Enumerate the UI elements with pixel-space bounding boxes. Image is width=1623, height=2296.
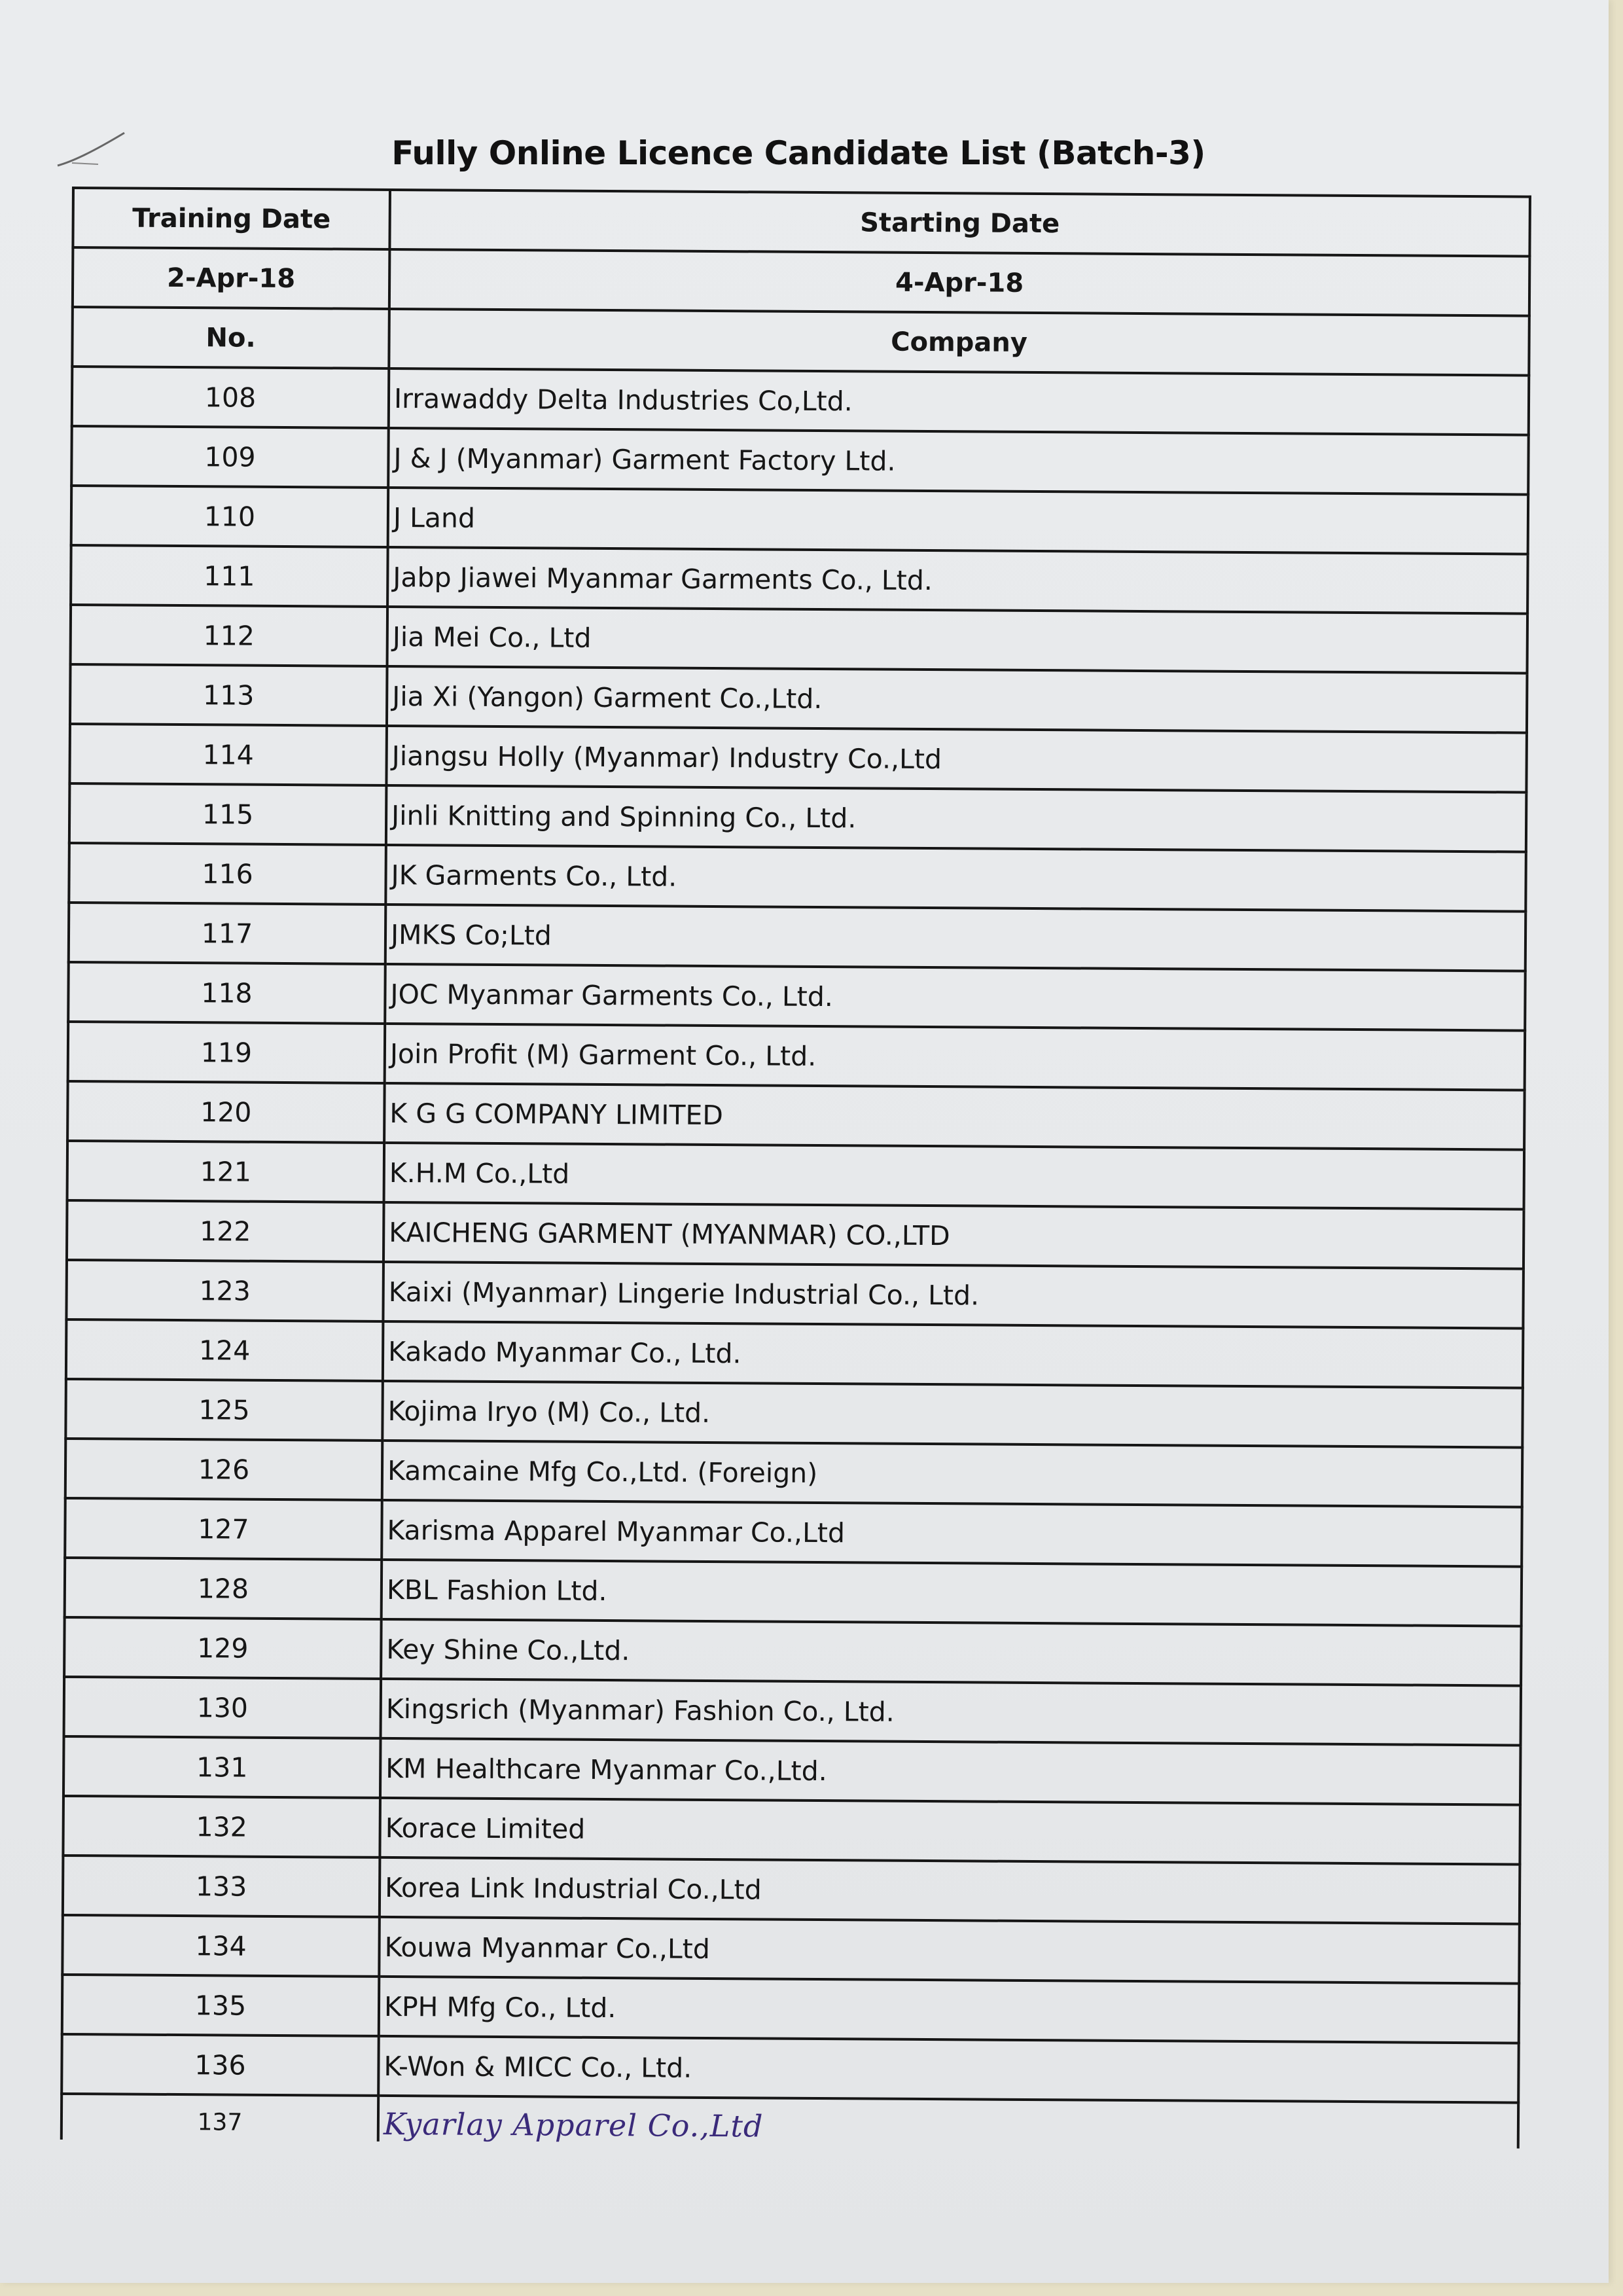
- row-number: 115: [69, 783, 387, 845]
- row-number: 117: [69, 903, 386, 964]
- table-row: [63, 1736, 1521, 1805]
- table-row: [64, 1677, 1522, 1746]
- company-name: Jiangsu Holly (Myanmar) Industry Co.,Ltd: [386, 726, 1527, 793]
- table-row: [69, 903, 1526, 971]
- training-date-label: Training Date: [73, 188, 390, 249]
- table-row: [65, 1439, 1523, 1507]
- row-number: 122: [67, 1200, 384, 1262]
- table-row: [63, 1856, 1520, 1924]
- table-row: [69, 843, 1526, 912]
- company-column-header: Company: [389, 309, 1529, 376]
- table-row: [65, 1498, 1522, 1567]
- company-name: K G G COMPANY LIMITED: [384, 1083, 1525, 1150]
- row-number: 132: [63, 1796, 380, 1857]
- table-row: [69, 724, 1527, 793]
- row-number: 133: [63, 1856, 380, 1917]
- row-number: 125: [65, 1379, 383, 1441]
- handwritten-company-text: Kyarlay Apparel Co.,Ltd: [383, 2106, 764, 2144]
- row-number: 135: [62, 1975, 380, 2036]
- table-row: [65, 1558, 1522, 1626]
- table-row: [62, 1975, 1520, 2043]
- column-header-row: [72, 307, 1529, 376]
- company-name: Kojima Iryo (M) Co., Ltd.: [382, 1381, 1523, 1448]
- row-number: 111: [71, 545, 388, 607]
- table-row: [70, 664, 1527, 733]
- table-row: [67, 1081, 1525, 1150]
- company-name: Korea Link Industrial Co.,Ltd: [380, 1857, 1520, 1924]
- company-name: Kakado Myanmar Co., Ltd.: [383, 1321, 1524, 1388]
- company-name: Irrawaddy Delta Industries Co,Ltd.: [389, 368, 1529, 435]
- table-row: [62, 2034, 1519, 2103]
- row-number: 136: [62, 2034, 379, 2096]
- company-name: Kouwa Myanmar Co.,Ltd: [379, 1917, 1520, 1984]
- company-name: Karisma Apparel Myanmar Co.,Ltd: [382, 1500, 1522, 1567]
- table-row: [71, 486, 1529, 554]
- candidate-table: [60, 187, 1531, 2149]
- row-number-text: 137: [197, 2109, 243, 2136]
- company-name: KPH Mfg Co., Ltd.: [379, 1977, 1520, 2043]
- company-name: JK Garments Co., Ltd.: [385, 845, 1526, 912]
- table-row: [71, 545, 1528, 614]
- row-number: 114: [69, 724, 387, 785]
- table-row: [67, 1200, 1524, 1269]
- starting-date-label: Starting Date: [389, 190, 1530, 257]
- date-value-row: [73, 247, 1530, 316]
- company-name: KBL Fashion Ltd.: [382, 1560, 1522, 1626]
- company-name: Jia Xi (Yangon) Garment Co.,Ltd.: [387, 666, 1527, 733]
- company-name: Join Profit (M) Garment Co., Ltd.: [385, 1024, 1525, 1090]
- row-number: 116: [69, 843, 386, 905]
- date-label-row: [73, 188, 1530, 257]
- table-row: [66, 1319, 1524, 1388]
- row-number: 124: [66, 1319, 383, 1381]
- company-name: JMKS Co;Ltd: [385, 905, 1526, 971]
- row-number: 131: [63, 1736, 381, 1798]
- company-name: Kaixi (Myanmar) Lingerie Industrial Co., Ltd.: [383, 1262, 1524, 1329]
- table-row: [66, 1260, 1524, 1329]
- row-number: 119: [68, 1022, 385, 1083]
- document-title: Fully Online Licence Candidate List (Batch-3): [391, 134, 1205, 172]
- company-name: J Land: [388, 488, 1529, 554]
- row-number: 130: [64, 1677, 382, 1738]
- row-number: 112: [71, 605, 388, 666]
- row-number: 113: [70, 664, 387, 726]
- company-name: KAICHENG GARMENT (MYANMAR) CO.,LTD: [383, 1202, 1524, 1269]
- company-name: Jia Mei Co., Ltd: [387, 607, 1528, 673]
- company-name: K.H.M Co.,Ltd: [384, 1143, 1525, 1210]
- row-number: [62, 2094, 378, 2142]
- training-date-value: 2-Apr-18: [73, 247, 390, 309]
- row-number: 129: [64, 1617, 382, 1679]
- handwritten-company: [378, 2096, 1518, 2149]
- company-name: Kingsrich (Myanmar) Fashion Co., Ltd.: [381, 1679, 1522, 1746]
- table-row: [65, 1379, 1523, 1448]
- row-number: 128: [65, 1558, 382, 1619]
- handwritten-row: [62, 2094, 1518, 2149]
- row-number: 110: [71, 486, 389, 547]
- no-column-header: No.: [72, 307, 389, 368]
- company-name: J & J (Myanmar) Garment Factory Ltd.: [388, 428, 1529, 495]
- table-row: [68, 1022, 1525, 1090]
- table-row: [71, 605, 1528, 673]
- table-row: [72, 367, 1529, 435]
- company-name: K-Won & MICC Co., Ltd.: [378, 2036, 1519, 2103]
- candidate-rows: [62, 367, 1529, 2103]
- row-number: 108: [72, 367, 389, 428]
- row-number: 127: [65, 1498, 382, 1560]
- starting-date-value: 4-Apr-18: [389, 249, 1530, 316]
- company-name: Korace Limited: [380, 1798, 1520, 1865]
- company-name: JOC Myanmar Garments Co., Ltd.: [385, 964, 1525, 1031]
- row-number: 121: [67, 1141, 385, 1202]
- company-name: Jabp Jiawei Myanmar Garments Co., Ltd.: [387, 547, 1528, 614]
- table-row: [62, 1915, 1520, 1984]
- row-number: 109: [71, 426, 389, 488]
- company-name: Kamcaine Mfg Co.,Ltd. (Foreign): [382, 1441, 1523, 1507]
- table-row: [69, 783, 1527, 852]
- row-number: 134: [62, 1915, 380, 1977]
- company-name: KM Healthcare Myanmar Co.,Ltd.: [380, 1738, 1521, 1805]
- table-row: [71, 426, 1529, 495]
- company-name: Key Shine Co.,Ltd.: [381, 1619, 1522, 1686]
- company-name: Jinli Knitting and Spinning Co., Ltd.: [386, 785, 1527, 852]
- row-number: 126: [65, 1439, 383, 1500]
- table-row: [63, 1796, 1520, 1865]
- row-number: 123: [66, 1260, 383, 1321]
- row-number: 120: [67, 1081, 385, 1143]
- table-row: [64, 1617, 1522, 1686]
- row-number: 118: [68, 962, 385, 1024]
- table-row: [67, 1141, 1525, 1210]
- table-row: [68, 962, 1525, 1031]
